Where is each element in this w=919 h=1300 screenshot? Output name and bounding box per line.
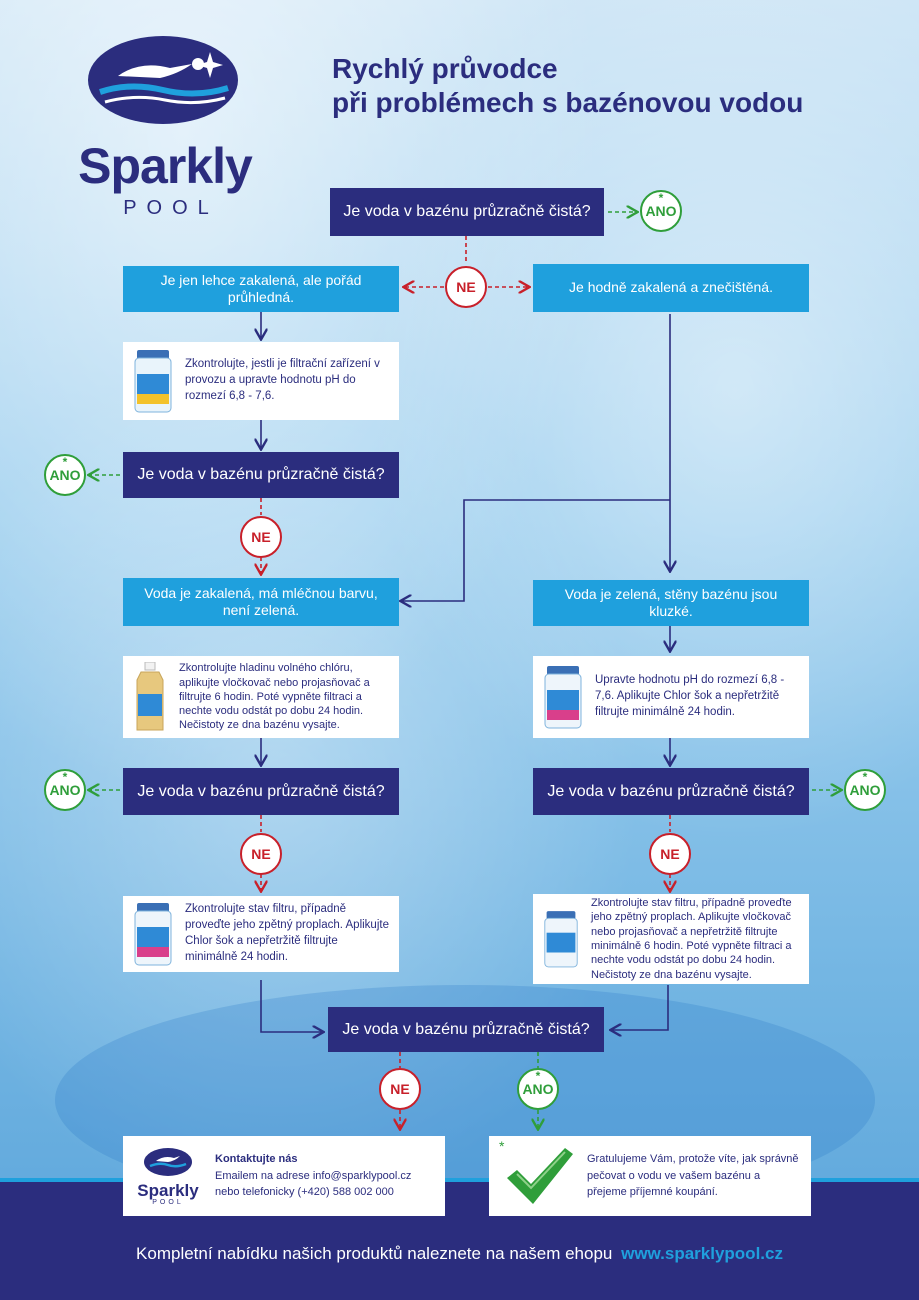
footer-link[interactable]: www.sparklypool.cz [621,1244,783,1263]
state-very-cloudy: Je hodně zakalená a znečištěná. [533,264,809,312]
answer-yes-label: * ANO [522,1081,554,1097]
question-clear-water-4: Je voda v bazénu průzračně čistá? [533,768,809,815]
answer-no-label: NE [390,1081,410,1097]
step-text: Zkontrolujte hladinu volného chlóru, aplikujte vločkovač nebo projasňovač a filtrujte 6 hodin. Poté vypněte filtraci a nechte vodu odstát po dobu 24 hodin. Nečistoty ze dna bazénu vysajte. [179,662,370,732]
product-tub-icon [543,906,579,972]
contact-heading: Kontaktujte nás [215,1153,298,1166]
step-backwash-chlor [123,896,399,972]
step-text: Zkontrolujte stav filtru, případně proveďte jeho zpětný proplach. Aplikujte vločkovač nebo projasňovač a nepřetržitě filtrujte minimálně 6 hodin. Poté vypněte filtraci a nechte vodu odstát po dobu 24 hodin. Nečistoty ze dna bazénu vysajte. [591,897,792,981]
answer-no-1 [445,266,487,308]
answer-no-label: NE [660,846,680,862]
answer-yes-4 [844,769,886,811]
answer-yes-3 [44,769,86,811]
congrats-text: Gratulujeme Vám, protože víte, jak správně pečovat o vodu ve vašem bazénu a přejeme příjemné koupání. [587,1153,799,1199]
contact-logo-sub: POOL [152,1198,184,1206]
contact-logo-name: Sparkly [137,1180,199,1200]
answer-no-label: NE [251,529,271,545]
step-text: Upravte hodnotu pH do rozmezí 6,8 - 7,6. Aplikujte Chlor šok a nepřetržitě filtrujte minimálně 24 hodin. [595,674,785,718]
step-check-filter-ph [123,342,399,420]
brand-name: Sparkly [78,138,252,194]
step-flocculant [123,656,399,738]
footer-text: Kompletní nabídku našich produktů naleznete na našem ehopu [136,1244,613,1263]
contact-text [215,1151,411,1201]
checkmark-wrap [499,1138,575,1208]
asterisk-icon: * [499,1138,505,1154]
answer-yes-5 [517,1068,559,1110]
question-clear-water-3: Je voda v bazénu průzračně čistá? [123,768,399,815]
answer-yes-label: * ANO [49,782,81,798]
contact-logo [135,1147,201,1206]
swimmer-logo-icon [142,1147,194,1177]
product-tub-icon [133,348,173,414]
answer-no-5 [379,1068,421,1110]
state-green-water: Voda je zelená, stěny bazénu jsou kluzké. [533,580,809,626]
answer-no-4 [649,833,691,875]
answer-no-label: NE [456,279,476,295]
step-text: Zkontrolujte, jestli je filtrační zařízení v provozu a upravte hodnotu pH do rozmezí 6,8 - 7,6. [185,358,380,402]
congrats-card [489,1136,811,1216]
state-milky-water: Voda je zakalená, má mléčnou barvu, není zelená. [123,578,399,626]
product-tub-icon [543,664,583,730]
checkmark-icon [503,1144,575,1208]
step-chlor-shock [533,656,809,738]
state-lightly-cloudy: Je jen lehce zakalená, ale pořád průhledná. [123,266,399,312]
step-backwash-flocculant [533,894,809,984]
answer-yes-label: * ANO [645,203,677,219]
answer-no-label: NE [251,846,271,862]
step-text: Zkontrolujte stav filtru, případně proveďte jeho zpětný proplach. Aplikujte Chlor šok a nepřetržitě filtrujte minimálně 24 hodin. [185,903,389,963]
answer-yes-label: * ANO [49,467,81,483]
question-clear-water-5: Je voda v bazénu průzračně čistá? [328,1007,604,1052]
question-clear-water-1: Je voda v bazénu průzračně čistá? [330,188,604,236]
page-title-line-2: při problémech s bazénovou vodou [332,86,804,118]
contact-card [123,1136,445,1216]
answer-no-2 [240,516,282,558]
answer-no-3 [240,833,282,875]
contact-phone[interactable]: nebo telefonicky (+420) 588 002 000 [215,1186,394,1199]
brand-sub: POOL [123,197,219,219]
answer-yes-label: * ANO [849,782,881,798]
answer-yes-1 [640,190,682,232]
question-clear-water-2: Je voda v bazénu průzračně čistá? [123,452,399,498]
footer-note [0,1244,919,1264]
contact-email[interactable]: Emailem na adrese info@sparklypool.cz [215,1169,412,1182]
product-tub-icon [133,901,173,967]
answer-yes-2 [44,454,86,496]
page-title-line-1: Rychlý průvodce [332,53,558,84]
product-bottle-icon [133,662,167,732]
